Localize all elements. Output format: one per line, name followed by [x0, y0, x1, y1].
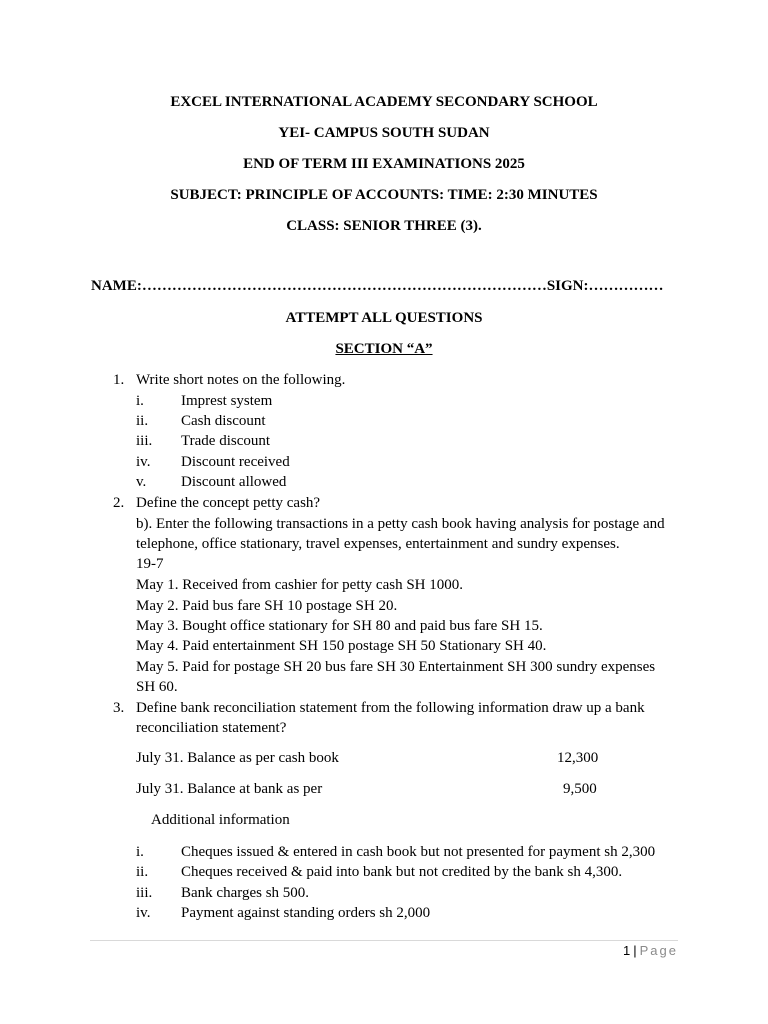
q2-transaction: May 4. Paid entertainment SH 150 postage SH 50 Stationary SH 40. — [136, 638, 547, 654]
campus-name: YEI- CAMPUS SOUTH SUDAN — [278, 125, 490, 141]
q1-number: 1. — [113, 372, 125, 388]
section-heading-wrap — [0, 341, 768, 358]
balance-label: July 31. Balance as per cash book — [136, 750, 339, 766]
q1-item: Discount allowed — [181, 474, 287, 490]
q1-item: Cash discount — [181, 413, 266, 429]
q3-text: reconciliation statement? — [136, 720, 287, 736]
q1-item-roman: ii. — [136, 413, 149, 429]
q3-item-roman: i. — [136, 844, 144, 860]
page-footer — [623, 943, 678, 958]
q3-item-roman: ii. — [136, 864, 149, 880]
q3-item: Cheques received & paid into bank but not credited by the bank sh 4,300. — [181, 864, 623, 880]
q2-year: 19-7 — [136, 556, 164, 572]
subject-line: SUBJECT: PRINCIPLE OF ACCOUNTS: TIME: 2:30 MINUTES — [170, 187, 598, 203]
exam-title: END OF TERM III EXAMINATIONS 2025 — [243, 156, 525, 172]
q1-item-roman: iv. — [136, 454, 151, 470]
q3-item: Bank charges sh 500. — [181, 885, 310, 901]
q3-item-roman: iii. — [136, 885, 153, 901]
q2-transaction: May 3. Bought office stationary for SH 80 and paid bus fare SH 15. — [136, 618, 543, 634]
q3-number: 3. — [113, 700, 125, 716]
q2-b-line: telephone, office stationary, travel expenses, entertainment and sundry expenses. — [136, 536, 620, 552]
q3-item-roman: iv. — [136, 905, 151, 921]
q2-text: Define the concept petty cash? — [136, 495, 321, 511]
name-sign-line: NAME:………………………………………………………………………SIGN:…………… — [91, 278, 664, 294]
q2-transaction: May 1. Received from cashier for petty cash SH 1000. — [136, 577, 463, 593]
footer-divider — [90, 940, 678, 941]
school-name: EXCEL INTERNATIONAL ACADEMY SECONDARY SCHOOL — [170, 94, 598, 110]
q2-transaction: May 2. Paid bus fare SH 10 postage SH 20. — [136, 598, 398, 614]
q1-item: Discount received — [181, 454, 290, 470]
balance-label: July 31. Balance at bank as per — [136, 781, 323, 797]
q1-text: Write short notes on the following. — [136, 372, 346, 388]
q3-item: Cheques issued & entered in cash book but not presented for payment sh 2,300 — [181, 844, 656, 860]
balance-amount: 12,300 — [557, 750, 599, 766]
q1-item: Imprest system — [181, 393, 273, 409]
q2-transaction: SH 60. — [136, 679, 178, 695]
page-number: 1 — [623, 943, 631, 958]
additional-info-heading: Additional information — [151, 812, 290, 828]
balance-amount: 9,500 — [563, 781, 597, 797]
q3-text: Define bank reconciliation statement from the following information draw up a bank — [136, 700, 645, 716]
q3-item: Payment against standing orders sh 2,000 — [181, 905, 431, 921]
q1-item-roman: v. — [136, 474, 147, 490]
class-line: CLASS: SENIOR THREE (3). — [286, 218, 482, 234]
section-heading: SECTION “A” — [335, 341, 433, 357]
q2-number: 2. — [113, 495, 125, 511]
q1-item-roman: iii. — [136, 433, 153, 449]
instructions: ATTEMPT ALL QUESTIONS — [285, 310, 483, 326]
q2-transaction: May 5. Paid for postage SH 20 bus fare SH 30 Entertainment SH 300 sundry expenses — [136, 659, 656, 675]
q1-item: Trade discount — [181, 433, 271, 449]
q1-item-roman: i. — [136, 393, 144, 409]
page-label: Page — [639, 943, 678, 958]
q2-b-line: b). Enter the following transactions in a petty cash book having analysis for postage and — [136, 516, 665, 532]
footer-separator: | — [633, 943, 637, 958]
